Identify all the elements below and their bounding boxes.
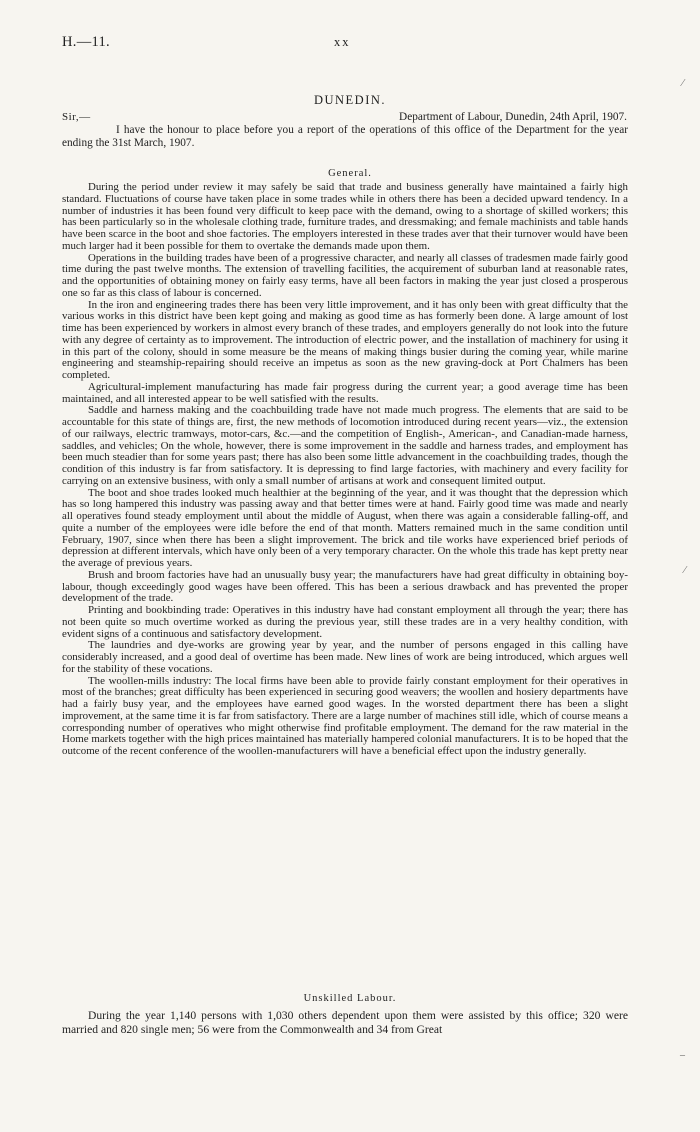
paragraph-iron-engineering: In the iron and engineering trades there has been very little improvement, and it has only been with great difficulty that the various works in this district have been kept going and making as good time as has formerly been done. A large amount of lost time has been experienced by workers in almost every branch of these trades, and employers generally do not look into the future with any degree of certainty as to improvement. The introduction of electric power, and the installation of machinery for using it in this part of the colony, should in some measure be the means of making things busier during the coming year, while marine engineering and steamship-repairing should receive an impetus as soon as the new graving-dock at Port Chalmers has been completed.: [62, 298, 628, 381]
paragraph-printing-bookbinding: Printing and bookbinding trade: Operatives in this industry have had constant employment all through the year; there has not been quite so much overtime worked as during the previous year, still these trades are in a very healthy condition, with evident signs of a continuous and satisfactory development.: [62, 604, 628, 640]
general-section-body: [62, 182, 628, 758]
paragraph-building-trades: Operations in the building trades have been of a progressive character, and nearly all classes of tradesmen made fairly good time during the past twelve months. The extension of travelling facilities, the acquirement of suburban land at reasonable rates, and the opportunities of obtaining money on fairly easy terms, have all been factors in making the year just closed a prosperous one so far as this class of labour is concerned.: [62, 251, 628, 299]
paragraph-boot-shoe: The boot and shoe trades looked much healthier at the beginning of the year, and it was thought that the depression which has so long hampered this industry was passing away and that better times were at hand. Fairly good time was made and nearly all operatives found steady employment until about the middle of August, when there was again a considerable falling-off, and quite a number of the employees were idle before the end of that month. Matters remained much in the same condition until February, 1907, since when there has been a slight improvement. The brick and tile works have experienced brief periods of depression at different intervals, which have only been of a very temporary character. On the whole this trade has kept pretty near the average of previous years.: [62, 486, 628, 569]
margin-mark-icon: –: [680, 1050, 685, 1061]
unskilled-section-body: [62, 1009, 628, 1037]
section-heading-unskilled-labour: Unskilled Labour.: [303, 993, 397, 1004]
dateline: Department of Labour, Dunedin, 24th April, 1907.: [399, 111, 627, 123]
paragraph-trade-overview: During the period under review it may safely be said that trade and business generally have maintained a fairly high standard. Fluctuations of course have taken place in some trades while in others there has been a decided upward tendency. In a number of industries it has been found very difficult to keep pace with the demand, owing to a shortage of skilled workers; this has been particularly so in the wholesale clothing trade, furniture trades, and dressmaking; and female machinists and table hands have been scarce in the boot and shoe factories. The employers interested in these trades aver that their turnover would have been much larger had it been possible for them to overtake the demands made upon them.: [62, 181, 628, 252]
margin-mark-icon: ⁄: [682, 78, 684, 89]
page-number: xx: [334, 35, 351, 49]
paragraph-saddle-harness: Saddle and harness making and the coachbuilding trade have not made much progress. The elements that are said to be accountable for this state of things are, first, the new methods of locomotion introduced during recent years—viz., the extension of our railways, electric tramways, motor-cars, &c.—and the competition of English-, American-, and Canadian-made harness, saddles, and vehicles; On the whole, however, there is some improvement in the saddle and harness trades, and employment has been much steadier than for some years past; there has also been some little advancement in the coachbuilding trades, though the condition of this industry is far from satisfactory. It is depressing to find large factories, with machinery and every facility for carrying on an extensive business, with only a small number of artisans at work and consequent limited output.: [62, 404, 628, 487]
document-reference: H.—11.: [62, 34, 110, 50]
section-heading-general: General.: [328, 168, 372, 179]
salutation: Sir,—: [62, 111, 91, 123]
paragraph-laundries: The laundries and dye-works are growing year by year, and the number of persons engaged in this calling have considerably increased, and a good deal of overtime has been made. New lines of work are being introduced, which argues well for the stability of these vocations.: [62, 639, 628, 675]
paragraph-agricultural-implements: Agricultural-implement manufacturing has made fair progress during the current year; a good average time has been maintained, and all interested appear to be well satisfied with the results.: [62, 380, 628, 405]
paragraph-woollen-mills: The woollen-mills industry: The local firms have been able to provide fairly constant employment for their operatives in most of the branches; great difficulty has been experienced in securing good weavers; the woollen and hosiery departments have had a fairly busy year, and the employees have earned good wages. In the worsted department there has been a slight improvement, at the same time it is far from satisfactory. There are a large number of machines still idle, which of course means a corresponding number of operatives who might otherwise find profitable employment. The demand for the raw material in the Home markets together with the high prices maintained has materially hampered colonial manufacturers. It is to be hoped that the outcome of the recent conference of the woollen-manufacturers will have a beneficial effect upon the industry generally.: [62, 674, 628, 757]
paragraph-unskilled-labour: During the year 1,140 persons with 1,030 others dependent upon them were assisted by this office; 320 were married and 820 single men; 56 were from the Commonwealth and 34 from Great: [62, 1009, 628, 1036]
paragraph-brush-broom: Brush and broom factories have had an unusually busy year; the manufacturers have had great difficulty in obtaining boy-labour, though exceedingly good wages have been offered. This has been a serious drawback and has prevented the proper development of the trade.: [62, 568, 628, 605]
intro-paragraph: I have the honour to place before you a report of the operations of this office of the Department for the year ending the 31st March, 1907.: [62, 124, 628, 150]
office-heading: DUNEDIN.: [313, 93, 387, 107]
margin-mark-icon: ⁄: [684, 565, 686, 576]
